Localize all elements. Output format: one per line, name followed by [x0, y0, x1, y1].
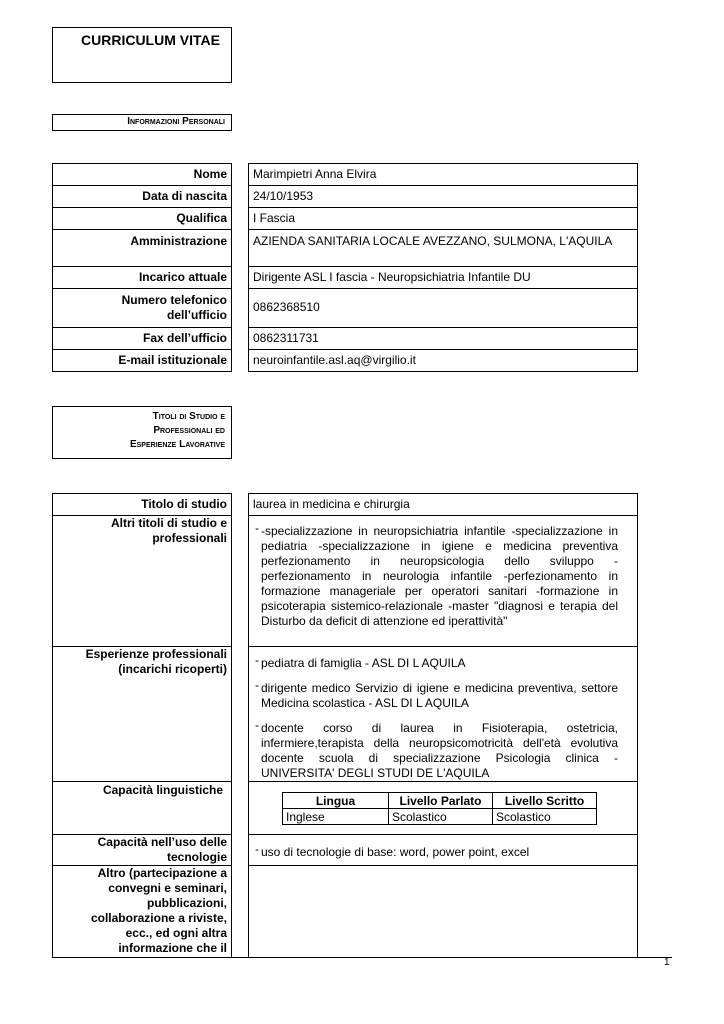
- incarico-value: Dirigente ASL I fascia - Neuropsichiatria Infantile DU: [253, 270, 531, 284]
- telefono-label: Numero telefonico dell’ufficio: [52, 289, 232, 327]
- altro-label: Altro (partecipazione a convegni e seminari, pubblicazioni, collaborazione a riviste, ecc., ed ogni altra informazione che il: [52, 866, 232, 957]
- fax-label: Fax dell’ufficio: [52, 328, 232, 349]
- tecnologie-value: [248, 845, 638, 865]
- lang-header-lingua: Lingua: [283, 793, 389, 809]
- languages-table: [282, 792, 597, 825]
- nascita-label: Data di nascita: [52, 186, 232, 207]
- section-titles-line3: Esperienze Lavorative: [129, 439, 225, 450]
- section-titles-header: [52, 406, 232, 459]
- footer-divider: [52, 957, 672, 958]
- qualifica-value: I Fascia: [253, 211, 296, 225]
- lang-cell: Inglese: [283, 809, 389, 825]
- lang-cell: Scolastico: [389, 809, 493, 825]
- esperienze-list: [248, 656, 638, 781]
- email-label: E-mail istituzionale: [52, 350, 232, 371]
- altri-text: - -specializzazione in neuropsichiatria infantile -specializzazione in pediatria -specializzazione in igiene e medicina preventiva perfezionamento in neuropsicologia dello sviluppo -perfezionamento in neurologia infantile -perfezionamento in formazione manageriale per operatori sanitari -formazione in psicoterapia sistemico-relazionale -master "diagnosi e terapia del Disturbo da deficit di attenzione ed iperattività": [261, 524, 618, 629]
- title-box: [52, 27, 232, 83]
- esperienza-item: - pediatra di famiglia - ASL DI L AQUILA: [261, 656, 618, 671]
- amministrazione-value: AZIENDA SANITARIA LOCALE AVEZZANO, SULMONA, L'AQUILA: [253, 234, 613, 248]
- email-value: neuroinfantile.asl.aq@virgilio.it: [253, 353, 416, 367]
- section-titles-line1: Titoli di Studio e: [152, 411, 225, 422]
- nome-value: Marimpietri Anna Elvira: [253, 167, 377, 181]
- nome-label: Nome: [52, 164, 232, 185]
- titolo-value: laurea in medicina e chirurgia: [253, 497, 410, 511]
- amministrazione-label: Amministrazione: [52, 230, 232, 266]
- telefono-value: 0862368510: [253, 300, 320, 314]
- section-personal-header: [52, 114, 232, 131]
- cv-title: CURRICULUM VITAE: [81, 32, 220, 48]
- tecnologie-label: Capacità nell’uso delle tecnologie: [52, 835, 232, 865]
- tecnologie-text: - uso di tecnologie di base: word, power point, excel: [261, 845, 618, 860]
- lingue-label: Capacità linguistiche: [52, 782, 232, 834]
- altri-value: [248, 524, 638, 646]
- section-titles-line2: Professionali ed: [153, 425, 225, 436]
- esperienze-label: Esperienze professionali (incarichi ricoperti): [52, 647, 232, 781]
- lang-header-parlato: Livello Parlato: [389, 793, 493, 809]
- fax-value: 0862311731: [253, 331, 319, 345]
- esperienza-item: - dirigente medico Servizio di igiene e medicina preventiva, settore Medicina scolastica - ASL DI L AQUILA: [261, 681, 618, 711]
- incarico-label: Incarico attuale: [52, 267, 232, 288]
- lang-header-scritto: Livello Scritto: [493, 793, 597, 809]
- nascita-value: 24/10/1953: [253, 189, 314, 203]
- altri-label: Altri titoli di studio e professionali: [52, 516, 232, 646]
- lang-cell: Scolastico: [493, 809, 597, 825]
- qualifica-label: Qualifica: [52, 208, 232, 229]
- esperienza-item: - docente corso di laurea in Fisioterapia, ostetricia, infermiere,terapista della neuropsicomotricità dell'età evolutiva docente scuola di specializzazione Psicologia clinica - UNIVERSITA' DEGLI STUDI DE L'AQUILA: [261, 721, 618, 781]
- titolo-label: Titolo di studio: [52, 494, 232, 515]
- page-number: 1: [664, 957, 670, 968]
- section-personal-label: Informazioni Personali: [127, 116, 225, 127]
